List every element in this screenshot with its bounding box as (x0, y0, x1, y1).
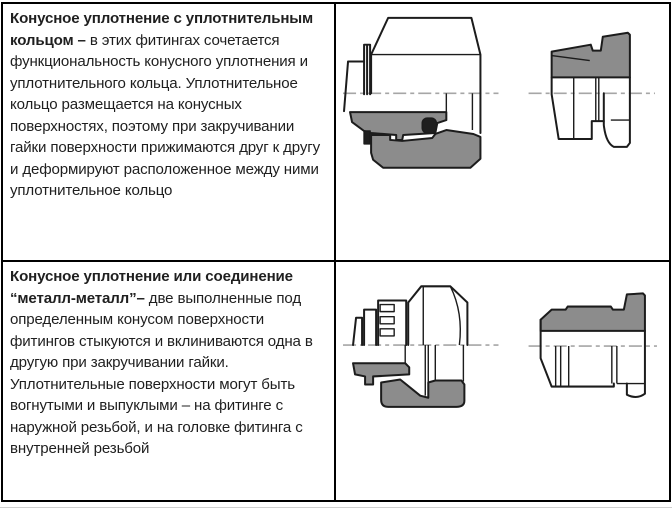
row2-description: две выполненные под определенным конусом поверхности фитингов стыкуются и вклиниваются одна в другую при закручивании гайки. Уплотнительные поверхности могут быть вогнутыми и выпуклыми – на фитинге с наружной резьбой, и на головке фитинга с внутренней резьбой (10, 289, 313, 458)
row1-figure-cell (336, 4, 669, 262)
row2-figure-cell (336, 262, 669, 500)
swivel-nut-with-o-ring-section-diagram (343, 18, 498, 168)
swivel-nut-metal-to-metal-section-diagram (343, 286, 498, 407)
row1-text-cell (3, 4, 336, 262)
row1-diagrams (336, 4, 669, 260)
row1-paragraph (3, 4, 334, 202)
fitting-cone-head-section-diagram (529, 293, 657, 397)
row2-text-cell (3, 262, 336, 500)
row2-diagrams (336, 262, 669, 500)
row1-description: в этих фитингах сочетается функциональность конусного уплотнения и уплотнительного кольца. Уплотнительное кольцо размещается на конусных поверхностях, поэтому при закручивании гайки поверхности прижимаются друг к другу и деформируют расположенное между ними уплотнительное кольцо (10, 31, 320, 200)
row2-paragraph (3, 262, 334, 460)
row1-term: Конусное уплотнение с уплотнительным кольцом – (10, 10, 314, 49)
fitting-head-section-diagram (529, 33, 655, 147)
row2-term: Конусное уплотнение или соединение “металл-металл”– (10, 268, 293, 307)
fittings-table (1, 2, 671, 502)
